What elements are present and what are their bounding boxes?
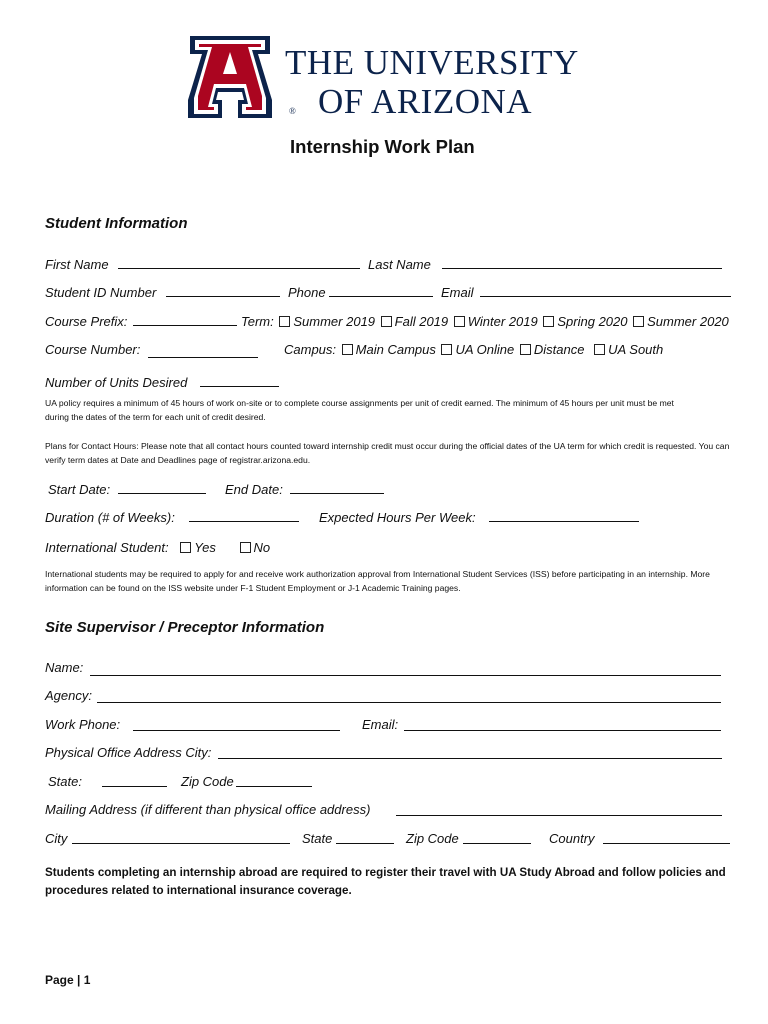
supervisor-email-label: Email: [362,717,399,732]
contact-hours-text: Plans for Contact Hours: Please note that all contact hours counted toward internship credit must occur during the official dates of the UA term for which credit is requested. You can verify term dates at Date and Deadlines page of registrar.arizona.edu. [45,441,730,465]
expected-hours-field[interactable] [489,521,639,522]
units-label: Number of Units Desired [45,375,188,390]
international-note: International students may be required to apply for and receive work authorization approval from International Student Services (ISS) before participating in an internship. More information can be found on the ISS website under F-1 Student Employment or J-1 Academic Training pages. [45,569,710,593]
work-phone-label: Work Phone: [45,717,121,732]
mailing-address-field[interactable] [396,815,722,816]
term-option-summer-2020: Summer 2020 [647,314,729,329]
zip-label: Zip Code [181,774,234,789]
duration-field[interactable] [189,521,299,522]
address-city-field[interactable] [218,758,722,759]
campus-option-online: UA Online [455,342,515,357]
course-prefix-label: Course Prefix: [45,314,128,329]
term-label: Term: [241,314,274,329]
abroad-note: Students completing an internship abroad are required to register their travel with UA Study Abroad and follow policies and procedures related to international insurance coverage. [45,866,726,897]
email-label: Email [441,285,474,300]
campus-option-distance: Distance [533,342,585,357]
campus-checkbox-online[interactable] [441,344,452,355]
university-logo [188,36,272,118]
international-yes-label: Yes [194,540,216,555]
international-no-label: No [253,540,271,555]
end-date-label: End Date: [225,482,283,497]
supervisor-name-field[interactable] [90,675,721,676]
student-info-heading: Student Information [45,215,188,232]
registered-mark: ® [289,106,296,116]
international-yes-checkbox[interactable] [180,542,191,553]
term-checkbox-summer-2020[interactable] [633,316,644,327]
duration-label: Duration (# of Weeks): [45,510,175,525]
expected-hours-label: Expected Hours Per Week: [319,510,476,525]
term-checkbox-summer-2019[interactable] [279,316,290,327]
term-option-winter-2019: Winter 2019 [467,314,538,329]
term-checkbox-winter-2019[interactable] [454,316,465,327]
campus-checkbox-main[interactable] [342,344,353,355]
units-field[interactable] [200,386,279,387]
agency-label: Agency: [45,688,92,703]
term-group [241,314,729,329]
international-label: International Student: [45,540,169,555]
phone-field[interactable] [329,296,433,297]
campus-option-main: Main Campus [355,342,436,357]
city-field[interactable] [72,843,290,844]
supervisor-email-field[interactable] [404,730,721,731]
course-number-label: Course Number: [45,342,141,357]
country-field[interactable] [603,843,730,844]
state-field[interactable] [102,786,167,787]
campus-option-south: UA South [608,342,664,357]
last-name-field[interactable] [442,268,722,269]
campus-label: Campus: [284,342,337,357]
state-label: State: [48,774,82,789]
city-label: City [45,831,68,846]
term-checkbox-fall-2019[interactable] [381,316,392,327]
campus-checkbox-south[interactable] [594,344,605,355]
term-checkbox-spring-2020[interactable] [543,316,554,327]
state2-label: State [302,831,333,846]
last-name-label: Last Name [368,257,431,272]
international-group [45,540,270,555]
zip-field[interactable] [236,786,312,787]
agency-field[interactable] [97,702,721,703]
course-prefix-field[interactable] [133,325,237,326]
campus-group [284,342,663,357]
start-date-field[interactable] [118,493,206,494]
campus-checkbox-distance[interactable] [520,344,531,355]
block-a-icon [188,36,272,118]
work-phone-field[interactable] [133,730,340,731]
student-id-label: Student ID Number [45,285,157,300]
term-option-spring-2020: Spring 2020 [557,314,628,329]
first-name-label: First Name [45,257,109,272]
mailing-address-label: Mailing Address (if different than physical office address) [45,802,371,817]
country-label: Country [549,831,595,846]
address-city-label: Physical Office Address City: [45,745,212,760]
policy-text: UA policy requires a minimum of 45 hours of work on-site or to complete course assignments per unit of credit earned. The minimum of 45 hours per unit must be met during the dates of the term for each unit of credit desired. [45,398,674,422]
end-date-field[interactable] [290,493,384,494]
term-option-summer-2019: Summer 2019 [293,314,376,329]
logo-line-2: OF ARIZONA [318,82,533,121]
phone-label: Phone [288,285,326,300]
zip2-label: Zip Code [406,831,459,846]
course-number-field[interactable] [148,357,258,358]
page-title: Internship Work Plan [290,136,475,157]
term-option-fall-2019: Fall 2019 [394,314,449,329]
zip2-field[interactable] [463,843,531,844]
start-date-label: Start Date: [48,482,111,497]
page-number: Page | 1 [45,973,91,987]
international-no-checkbox[interactable] [240,542,251,553]
student-id-field[interactable] [166,296,280,297]
logo-line-1: THE UNIVERSITY [285,43,579,82]
supervisor-name-label: Name: [45,660,84,675]
email-field[interactable] [480,296,731,297]
supervisor-heading: Site Supervisor / Preceptor Information [45,619,325,636]
first-name-field[interactable] [118,268,360,269]
state2-field[interactable] [336,843,394,844]
